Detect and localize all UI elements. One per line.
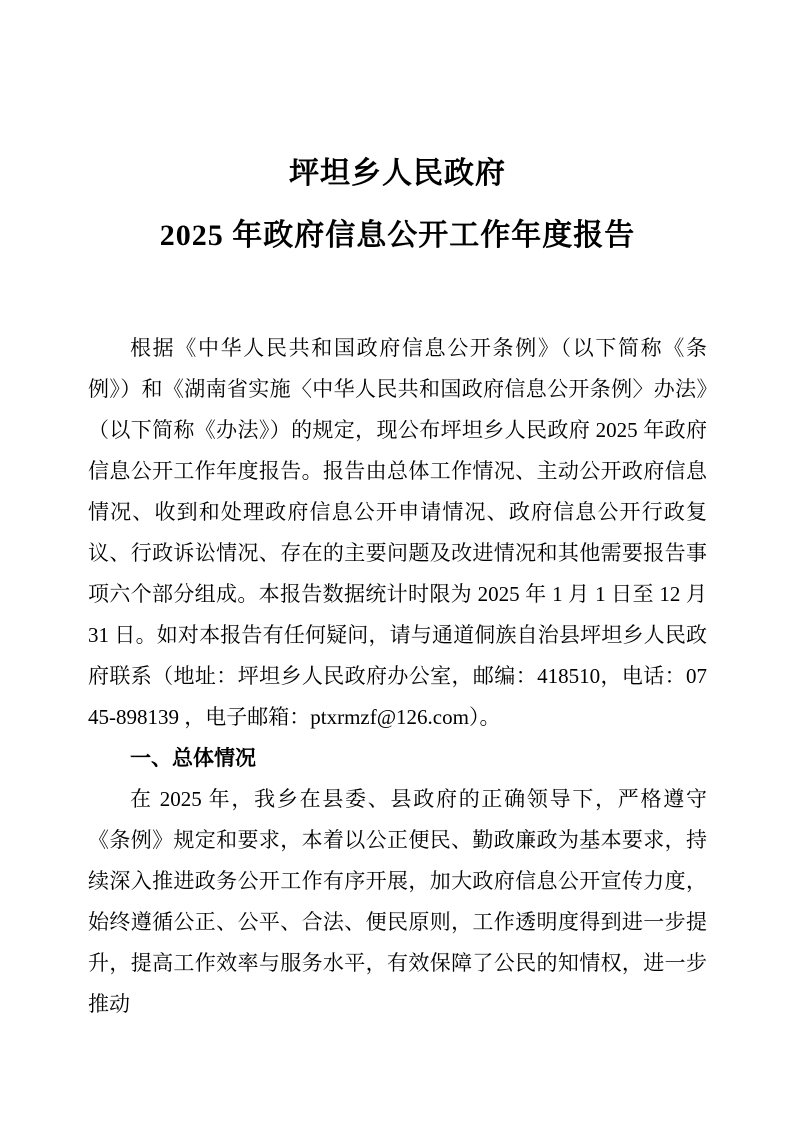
section-overview-paragraph: 在 2025 年，我乡在县委、县政府的正确领导下，严格遵守《条例》规定和要求，本着以公正便民、勤政廉政为基本要求，持续深入推进政务公开工作有序开展，加大政府信息公开宣传力度，始终遵循公正、公平、合法、便民原则，工作透明度得到进一步提升，提高工作效率与服务水平，有效保障了公民的知情权，进一步推动 [88,787,707,1016]
document-title-line2: 2025 年政府信息公开工作年度报告 [159,219,636,252]
intro-paragraph: 根据《中华人民共和国政府信息公开条例》（以下简称《条例》）和《湖南省实施〈中华人民共和国政府信息公开条例〉办法》（以下简称《办法》）的规定，现公布坪坦乡人民政府 2025 年政府信息公开工作年度报告。报告由总体工作情况、主动公开政府信息情况、收到和处理政府信息公开申请情况、政府信息公开行政复议、行政诉讼情况、存在的主要问题及改进情况和其他需要报告事项六个部分组成。本报告数据统计时限为 2025 年 1 月 1 日至 12 月 31 日。如对本报告有任何疑问，请与通道侗族自治县坪坦乡人民政府联系（地址：坪坦乡人民政府办公室，邮编：418510，电话：0745-898139 ，电子邮箱：ptxrmzf@126.com）。 [88,336,707,729]
document-title-line1: 坪坦乡人民政府 [289,157,506,190]
section-heading-overview: 一、总体情况 [130,747,256,770]
